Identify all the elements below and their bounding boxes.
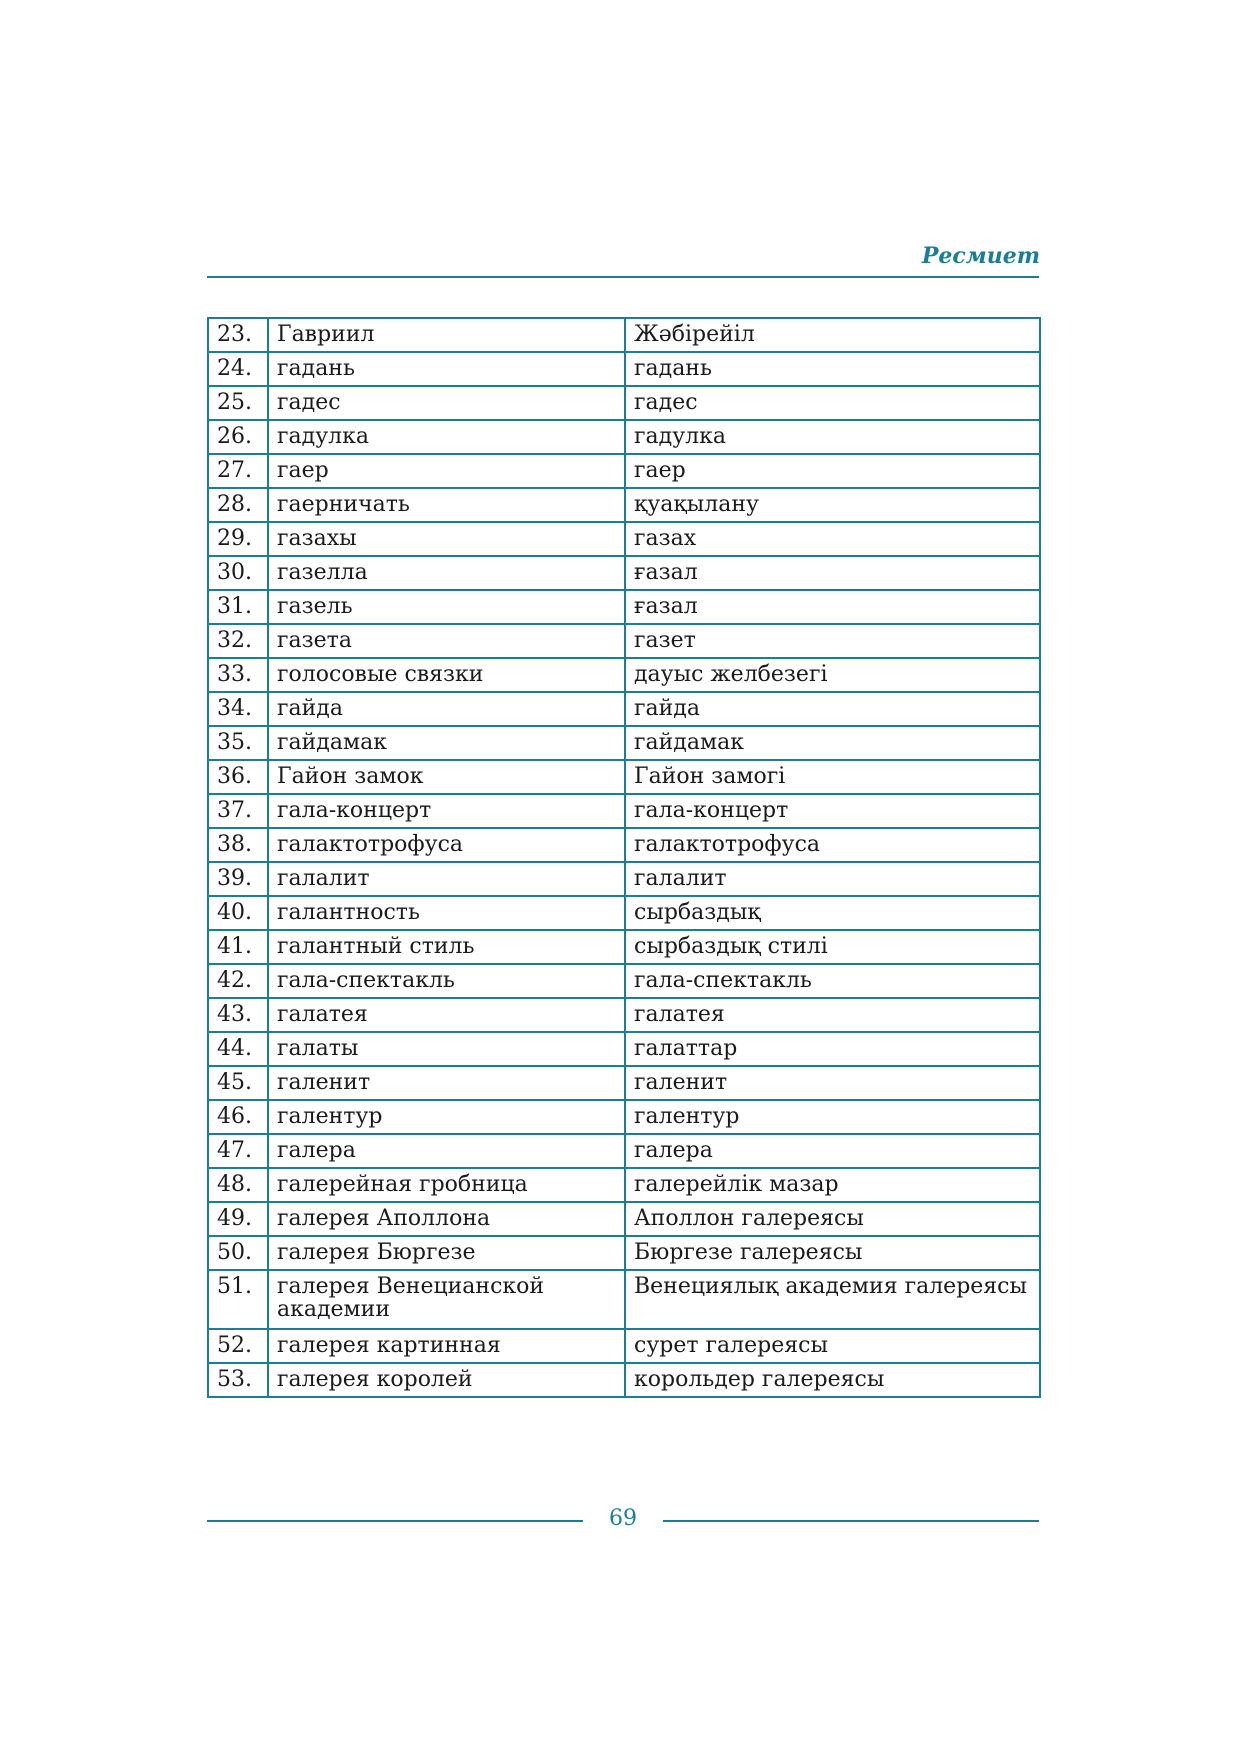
row-number-cell: 32. <box>208 624 268 658</box>
kazakh-term-cell: ғазал <box>625 590 1040 624</box>
table-row <box>208 1329 1040 1363</box>
term-table-body <box>208 318 1040 1397</box>
table-row <box>208 352 1040 386</box>
kazakh-term-cell: Гайон замогі <box>625 760 1040 794</box>
russian-term-cell: галатея <box>268 998 625 1032</box>
russian-term-cell: галактотрофуса <box>268 828 625 862</box>
kazakh-term-cell: гайда <box>625 692 1040 726</box>
footer-rule-right <box>663 1520 1039 1522</box>
row-number-cell: 49. <box>208 1202 268 1236</box>
row-number-cell: 34. <box>208 692 268 726</box>
row-number-cell: 53. <box>208 1363 268 1397</box>
russian-term-cell: гадес <box>268 386 625 420</box>
russian-term-cell: гаерничать <box>268 488 625 522</box>
russian-term-cell: гала-концерт <box>268 794 625 828</box>
kazakh-term-cell: қуақылану <box>625 488 1040 522</box>
table-row <box>208 1202 1040 1236</box>
table-row <box>208 590 1040 624</box>
russian-term-cell: гадулка <box>268 420 625 454</box>
russian-term-cell: гайда <box>268 692 625 726</box>
kazakh-term-cell: галера <box>625 1134 1040 1168</box>
row-number-cell: 26. <box>208 420 268 454</box>
table-row <box>208 386 1040 420</box>
kazakh-term-cell: гала-концерт <box>625 794 1040 828</box>
russian-term-cell: галерея Бюргезе <box>268 1236 625 1270</box>
russian-term-cell: галантный стиль <box>268 930 625 964</box>
russian-term-cell: газахы <box>268 522 625 556</box>
table-row <box>208 828 1040 862</box>
kazakh-term-cell: галатея <box>625 998 1040 1032</box>
kazakh-term-cell: гаер <box>625 454 1040 488</box>
kazakh-term-cell: дауыс желбезегі <box>625 658 1040 692</box>
kazakh-term-cell: гадес <box>625 386 1040 420</box>
kazakh-term-cell: газах <box>625 522 1040 556</box>
term-table <box>207 317 1041 1398</box>
page-number: 69 <box>609 1506 637 1531</box>
kazakh-term-cell: гадулка <box>625 420 1040 454</box>
russian-term-cell: гайдамак <box>268 726 625 760</box>
row-number-cell: 40. <box>208 896 268 930</box>
table-row <box>208 658 1040 692</box>
russian-term-cell: гаер <box>268 454 625 488</box>
russian-term-cell: гадань <box>268 352 625 386</box>
row-number-cell: 35. <box>208 726 268 760</box>
row-number-cell: 33. <box>208 658 268 692</box>
kazakh-term-cell: гала-спектакль <box>625 964 1040 998</box>
table-row <box>208 998 1040 1032</box>
kazakh-term-cell: гайдамак <box>625 726 1040 760</box>
table-row <box>208 726 1040 760</box>
row-number-cell: 45. <box>208 1066 268 1100</box>
table-row <box>208 1032 1040 1066</box>
table-row <box>208 862 1040 896</box>
russian-term-cell: галерея Венецианской академии <box>268 1270 625 1329</box>
row-number-cell: 31. <box>208 590 268 624</box>
russian-term-cell: галенит <box>268 1066 625 1100</box>
kazakh-term-cell: ғазал <box>625 556 1040 590</box>
table-row <box>208 1168 1040 1202</box>
kazakh-term-cell: сырбаздық <box>625 896 1040 930</box>
row-number-cell: 28. <box>208 488 268 522</box>
row-number-cell: 30. <box>208 556 268 590</box>
kazakh-term-cell: газет <box>625 624 1040 658</box>
row-number-cell: 47. <box>208 1134 268 1168</box>
table-row <box>208 692 1040 726</box>
kazakh-term-cell: сырбаздық стилі <box>625 930 1040 964</box>
row-number-cell: 29. <box>208 522 268 556</box>
russian-term-cell: галантность <box>268 896 625 930</box>
kazakh-term-cell: галаттар <box>625 1032 1040 1066</box>
kazakh-term-cell: корольдер галереясы <box>625 1363 1040 1397</box>
russian-term-cell: галерейная гробница <box>268 1168 625 1202</box>
kazakh-term-cell: галалит <box>625 862 1040 896</box>
row-number-cell: 23. <box>208 318 268 352</box>
row-number-cell: 37. <box>208 794 268 828</box>
table-row <box>208 1236 1040 1270</box>
row-number-cell: 24. <box>208 352 268 386</box>
russian-term-cell: галерея королей <box>268 1363 625 1397</box>
table-row <box>208 760 1040 794</box>
row-number-cell: 46. <box>208 1100 268 1134</box>
running-header-title: Ресмиет <box>921 243 1040 269</box>
russian-term-cell: галера <box>268 1134 625 1168</box>
row-number-cell: 42. <box>208 964 268 998</box>
row-number-cell: 43. <box>208 998 268 1032</box>
table-row <box>208 522 1040 556</box>
kazakh-term-cell: галерейлік мазар <box>625 1168 1040 1202</box>
table-row <box>208 318 1040 352</box>
russian-term-cell: галерея Аполлона <box>268 1202 625 1236</box>
table-row <box>208 624 1040 658</box>
kazakh-term-cell: галентур <box>625 1100 1040 1134</box>
row-number-cell: 38. <box>208 828 268 862</box>
row-number-cell: 48. <box>208 1168 268 1202</box>
table-row <box>208 1100 1040 1134</box>
row-number-cell: 51. <box>208 1270 268 1329</box>
page-footer <box>207 1506 1039 1536</box>
table-row <box>208 1066 1040 1100</box>
kazakh-term-cell: сурет галереясы <box>625 1329 1040 1363</box>
russian-term-cell: галерея картинная <box>268 1329 625 1363</box>
row-number-cell: 39. <box>208 862 268 896</box>
row-number-cell: 36. <box>208 760 268 794</box>
russian-term-cell: Гайон замок <box>268 760 625 794</box>
table-row <box>208 794 1040 828</box>
table-row <box>208 556 1040 590</box>
table-row <box>208 420 1040 454</box>
russian-term-cell: Гавриил <box>268 318 625 352</box>
table-row <box>208 964 1040 998</box>
russian-term-cell: газелла <box>268 556 625 590</box>
kazakh-term-cell: гадань <box>625 352 1040 386</box>
row-number-cell: 27. <box>208 454 268 488</box>
kazakh-term-cell: Аполлон галереясы <box>625 1202 1040 1236</box>
russian-term-cell: газель <box>268 590 625 624</box>
table-row <box>208 896 1040 930</box>
row-number-cell: 50. <box>208 1236 268 1270</box>
kazakh-term-cell: галактотрофуса <box>625 828 1040 862</box>
table-row <box>208 1270 1040 1329</box>
kazakh-term-cell: Бюргезе галереясы <box>625 1236 1040 1270</box>
russian-term-cell: гала-спектакль <box>268 964 625 998</box>
kazakh-term-cell: галенит <box>625 1066 1040 1100</box>
russian-term-cell: галалит <box>268 862 625 896</box>
table-row <box>208 930 1040 964</box>
kazakh-term-cell: Жәбірейіл <box>625 318 1040 352</box>
table-row <box>208 454 1040 488</box>
russian-term-cell: галаты <box>268 1032 625 1066</box>
row-number-cell: 25. <box>208 386 268 420</box>
row-number-cell: 52. <box>208 1329 268 1363</box>
row-number-cell: 44. <box>208 1032 268 1066</box>
row-number-cell: 41. <box>208 930 268 964</box>
russian-term-cell: голосовые связки <box>268 658 625 692</box>
table-row <box>208 488 1040 522</box>
russian-term-cell: галентур <box>268 1100 625 1134</box>
footer-rule-left <box>207 1520 583 1522</box>
table-row <box>208 1363 1040 1397</box>
table-row <box>208 1134 1040 1168</box>
kazakh-term-cell: Венециялық академия галереясы <box>625 1270 1040 1329</box>
russian-term-cell: газета <box>268 624 625 658</box>
header-rule <box>207 276 1039 278</box>
